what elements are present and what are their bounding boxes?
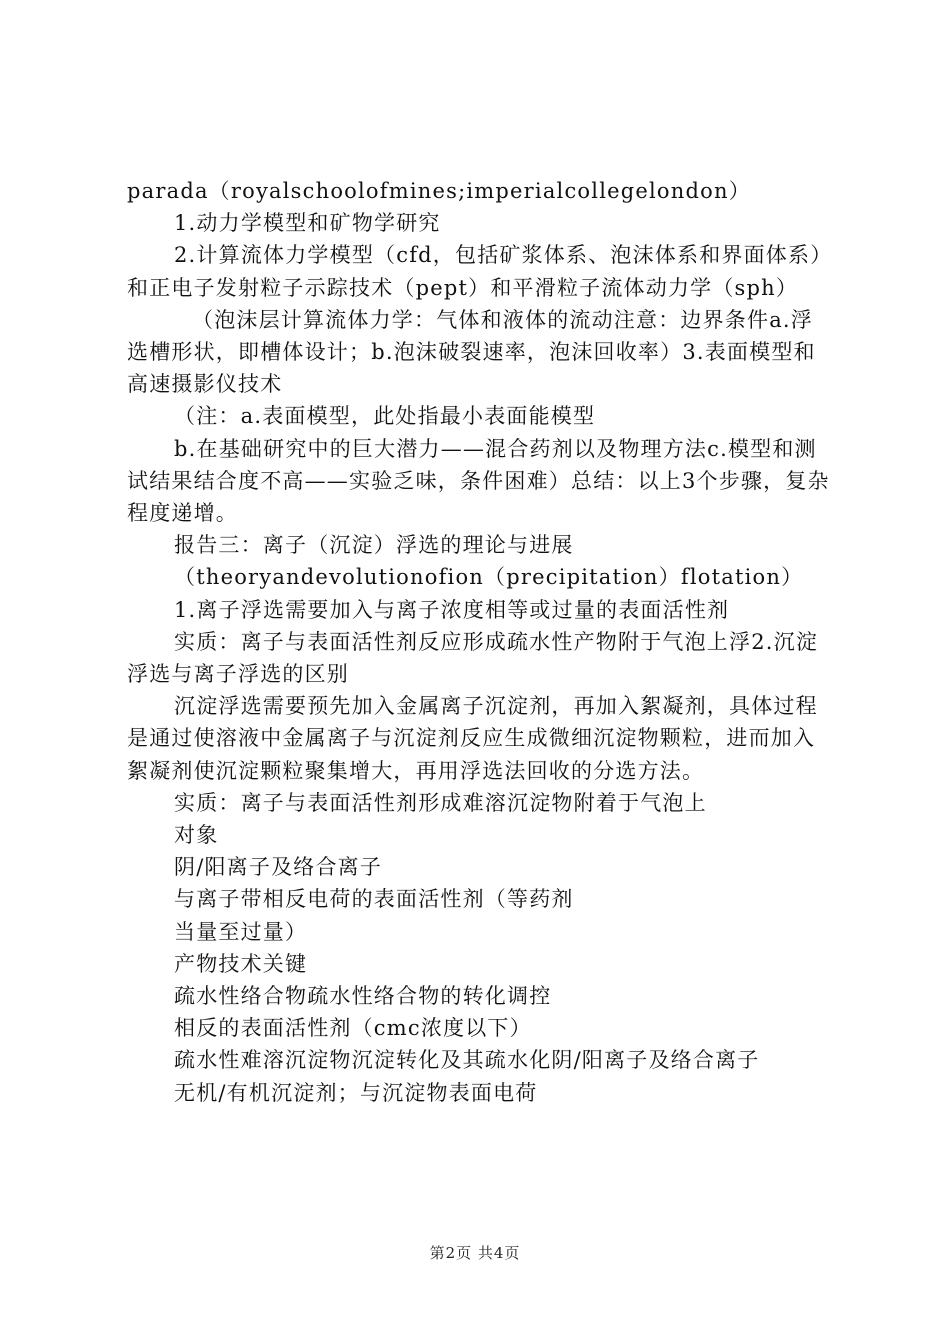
paragraph: 与离子带相反电荷的表面活性剂（等药剂 — [174, 887, 574, 912]
paragraph: 相反的表面活性剂（cmc浓度以下） — [174, 1016, 532, 1041]
paragraph: 2.计算流体力学模型（cfd，包括矿浆体系、泡沫体系和界面体系）和正电子发射粒子示踪技术（pept）和平滑粒子流体动力学（sph） — [127, 243, 822, 300]
paragraph: （注：a.表面模型，此处指最小表面能模型 — [174, 404, 596, 429]
document-body — [127, 175, 832, 1109]
paragraph: 产物技术关键 — [174, 951, 308, 976]
paragraph: 实质：离子与表面活性剂反应形成疏水性产物附于气泡上浮2.沉淀浮选与离子浮选的区别 — [127, 629, 819, 687]
page-footer: 第2页 共4页 — [429, 1244, 521, 1262]
paragraph: 实质：离子与表面活性剂形成难溶沉淀物附着于气泡上 — [174, 790, 707, 815]
paragraph: 疏水性络合物疏水性络合物的转化调控 — [174, 984, 552, 1009]
paragraph: 1.离子浮选需要加入与离子浓度相等或过量的表面活性剂 — [174, 597, 730, 622]
paragraph: b.在基础研究中的巨大潜力——混合药剂以及物理方法c.模型和测试结果结合度不高——实验乏味，条件困难）总结：以上3个步骤，复杂程度递增。 — [127, 436, 830, 526]
paragraph: 阴/阳离子及络合离子 — [174, 855, 383, 880]
paragraph: 沉淀浮选需要预先加入金属离子沉淀剂，再加入絮凝剂，具体过程是通过使溶液中金属离子与沉淀剂反应生成微细沉淀物颗粒，进而加入絮凝剂使沉淀颗粒聚集增大，再用浮选法回收的分选方法。 — [127, 694, 818, 783]
paragraph: 对象 — [174, 823, 219, 848]
paragraph: 报告三：离子（沉淀）浮选的理论与进展 — [174, 533, 574, 558]
paragraph: （泡沫层计算流体力学：气体和液体的流动注意：边界条件a.浮选槽形状，即槽体设计；b.泡沫破裂速率，泡沫回收率）3.表面模型和高速摄影仪技术 — [127, 307, 816, 397]
paragraph: 1.动力学模型和矿物学研究 — [174, 211, 441, 236]
paragraph: parada（royalschoolofmines;imperialcollegelondon） — [127, 179, 751, 203]
paragraph: 无机/有机沉淀剂；与沉淀物表面电荷 — [174, 1080, 538, 1105]
paragraph: （theoryandevolutionofion（precipitation）flotation） — [174, 565, 804, 590]
paragraph: 当量至过量） — [174, 919, 308, 944]
paragraph: 疏水性难溶沉淀物沉淀转化及其疏水化阴/阳离子及络合离子 — [174, 1048, 760, 1073]
